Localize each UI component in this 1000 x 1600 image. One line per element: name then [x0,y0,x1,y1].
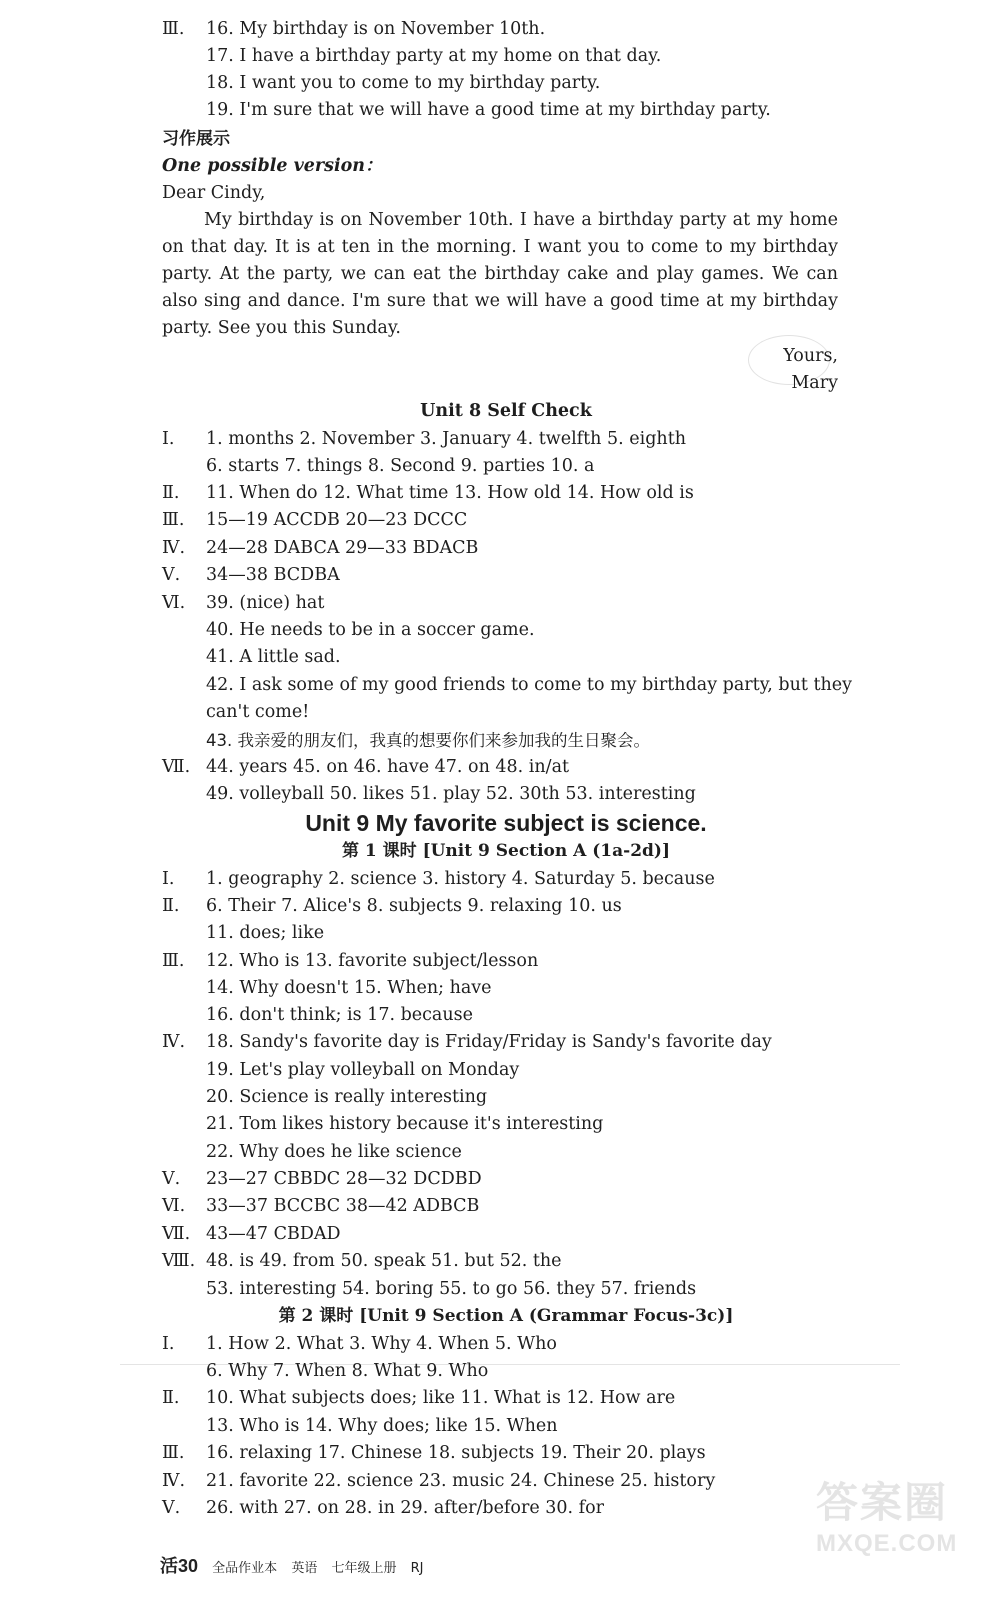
answer-line: Ⅵ. 39. (nice) hat [162,593,325,613]
answer-line: Ⅵ. 33—37 BCCBC 38—42 ADBCB [162,1196,480,1216]
answer-line: 19. I'm sure that we will have a good time at my birthday party. [206,100,771,120]
answer-line: Ⅰ. 1. months 2. November 3. January 4. twelfth 5. eighth [162,429,686,449]
answer-line: Ⅳ. 18. Sandy's favorite day is Friday/Friday is Sandy's favorite day [162,1032,772,1052]
book-name: 全品作业本 [212,1561,278,1576]
answer-line: Ⅱ. 10. What subjects does; like 11. What is 12. How are [162,1388,676,1408]
answer-line: 53. interesting 54. boring 55. to go 56. they 57. friends [206,1279,697,1299]
writing-heading: 习作展示 [162,129,230,149]
answer-line: 13. Who is 14. Why does; like 15. When [206,1416,558,1436]
answer-line: Ⅱ. 6. Their 7. Alice's 8. subjects 9. relaxing 10. us [162,896,622,916]
letter-closing: Yours, [783,346,838,366]
edition-code: RJ [410,1561,424,1576]
answer-line: 22. Why does he like science [206,1142,462,1162]
answer-line: Ⅶ. 44. years 45. on 46. have 47. on 48. in/at [162,757,570,777]
answer-line: Ⅷ. 48. is 49. from 50. speak 51. but 52. the [162,1251,562,1271]
watermark-logo-text: 答案圈 [816,1478,949,1527]
answer-line: 19. Let's play volleyball on Monday [206,1060,520,1080]
answer-line: Ⅰ. 1. How 2. What 3. Why 4. When 5. Who [162,1334,557,1354]
answer-line: 17. I have a birthday party at my home on that day. [206,46,662,66]
answer-line: Ⅲ. 15—19 ACCDB 20—23 DCCC [162,510,468,530]
answer-line: 40. He needs to be in a soccer game. [206,620,535,640]
answer-line: 49. volleyball 50. likes 51. play 52. 30th 53. interesting [206,784,696,804]
answer-line: 6. starts 7. things 8. Second 9. parties 10. a [206,456,595,476]
answer-line: 11. does; like [206,923,325,943]
answer-line: 18. I want you to come to my birthday party. [206,73,601,93]
watermark-logo-url: MXQE.COM [816,1530,958,1557]
answer-line: Ⅱ. 11. When do 12. What time 13. How old 14. How old is [162,483,694,503]
answer-line: Ⅳ. 21. favorite 22. science 23. music 24. Chinese 25. history [162,1471,716,1491]
lesson1-title: 第 1 课时 [Unit 9 Section A (1a-2d)] [341,841,670,861]
version-label: One possible version： [162,156,383,176]
watermark-logo [816,1470,976,1590]
answer-line: Ⅴ. 26. with 27. on 28. in 29. after/before 30. for [162,1498,605,1518]
page-number: 活30 [160,1556,199,1576]
letter-greeting: Dear Cindy, [162,183,266,203]
answer-line: can't come! [206,702,310,722]
answer-line: 43. 我亲爱的朋友们，我真的想要你们来参加我的生日聚会。 [206,731,650,750]
lesson2-title: 第 2 课时 [Unit 9 Section A (Grammar Focus-3c)] [278,1306,734,1326]
answer-line: 14. Why doesn't 15. When; have [206,978,492,998]
answer-line: Ⅲ. 16. My birthday is on November 10th. [162,19,546,39]
answer-line: Ⅳ. 24—28 DABCA 29—33 BDACB [162,538,479,558]
unit8-title: Unit 8 Self Check [420,401,592,421]
answer-line: Ⅴ. 23—27 CBBDC 28—32 DCDBD [162,1169,482,1189]
answer-line: 16. don't think; is 17. because [206,1005,473,1025]
answer-line: 42. I ask some of my good friends to come to my birthday party, but they [206,675,852,695]
answer-line: Ⅲ. 12. Who is 13. favorite subject/lesson [162,951,539,971]
answer-line: Ⅰ. 1. geography 2. science 3. history 4. Saturday 5. because [162,869,715,889]
answer-line: Ⅲ. 16. relaxing 17. Chinese 18. subjects 19. Their 20. plays [162,1443,706,1463]
answer-line: Ⅶ. 43—47 CBDAD [162,1224,341,1244]
answer-line: 20. Science is really interesting [206,1087,488,1107]
answer-line: Ⅴ. 34—38 BCDBA [162,565,340,585]
page-footer [160,1552,434,1578]
answer-line: 6. Why 7. When 8. What 9. Who [206,1361,489,1381]
subject-name: 英语 [291,1561,318,1576]
answer-line: 21. Tom likes history because it's interesting [206,1114,604,1134]
grade-name: 七年级上册 [331,1561,397,1576]
letter-signature: Mary [791,373,838,393]
answer-line: 41. A little sad. [206,647,341,667]
unit9-title: Unit 9 My favorite subject is science. [305,810,707,836]
letter-body: My birthday is on November 10th. I have a birthday party at my home on that day. It is at ten in the morning. I want you to come to my birthday party. At the party, we can eat the birthday cake and play games. We can also sing and dance. I'm sure that we will have a good time at my birthday party. See you this Sunday. [162,210,838,338]
